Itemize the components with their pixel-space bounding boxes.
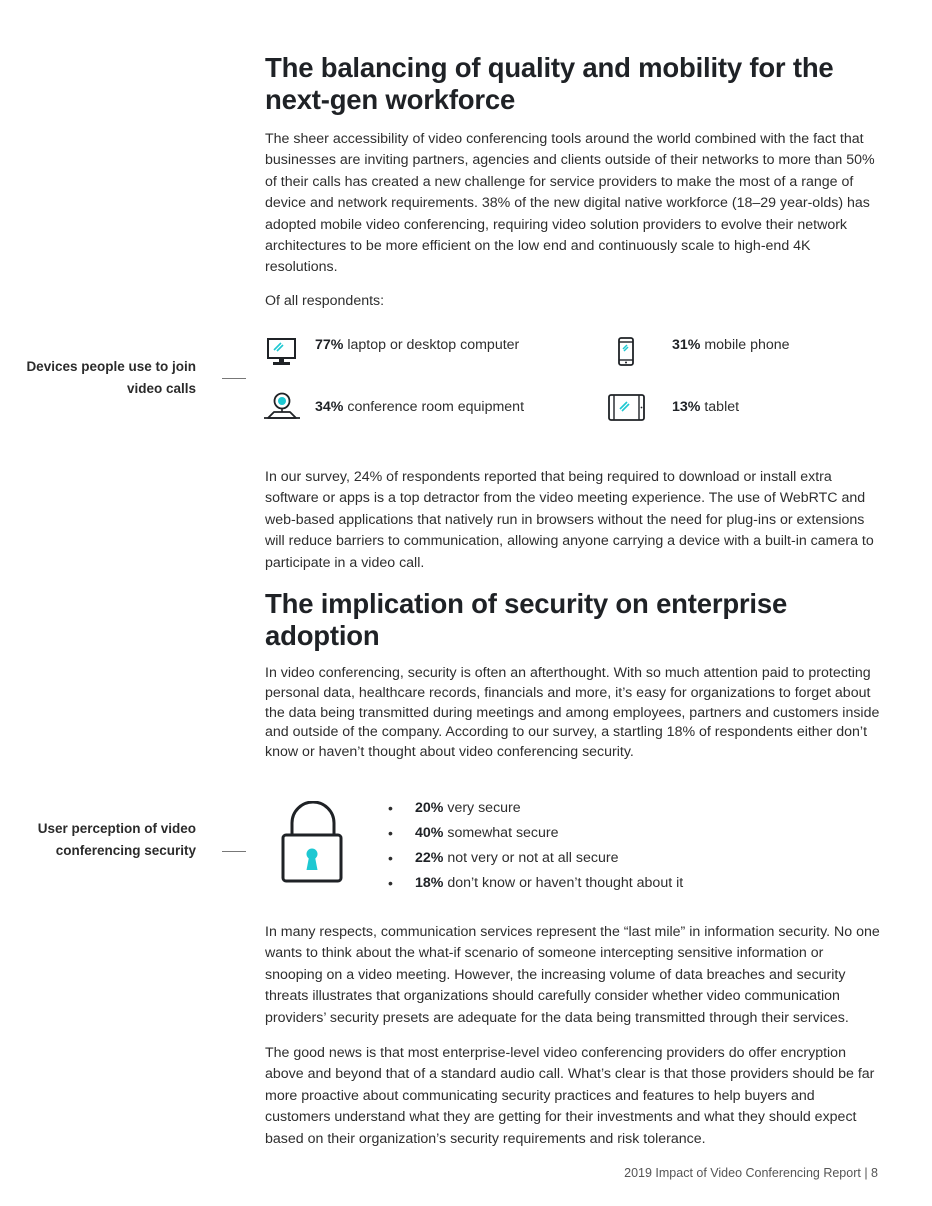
device-stat-percent: 13% <box>672 399 701 415</box>
heading-balancing-quality-mobility: The balancing of quality and mobility for the next-gen workforce <box>265 52 834 115</box>
security-stat-label: somewhat secure <box>443 825 559 841</box>
device-stat-percent: 34% <box>315 399 344 415</box>
security-stat-percent: 20% <box>415 800 444 816</box>
device-stat-label: conference room equipment <box>343 399 525 415</box>
security-stat-label: not very or not at all secure <box>443 850 619 866</box>
paragraph-webrtc: In our survey, 24% of respondents reported that being required to download or install extra software or apps is a top detractor from the video meeting experience. The use of WebRTC and web-based applications that natively run in browsers without the need for plug-ins or extensions will reduce barriers to communication, allowing anyone carrying a device with a built-in camera to participate in a video call. <box>265 469 874 571</box>
device-stat-label: mobile phone <box>700 337 790 353</box>
bullet: • <box>388 800 393 816</box>
security-stat-percent: 18% <box>415 875 444 891</box>
devices-side-rule <box>222 378 246 379</box>
security-stat-label: don’t know or haven’t thought about it <box>443 875 684 891</box>
security-side-label: User perception of video conferencing security <box>37 821 196 858</box>
device-stat-mobile <box>672 335 790 355</box>
security-stat-percent: 22% <box>415 850 444 866</box>
security-side-rule <box>222 851 246 852</box>
list-item <box>388 821 683 846</box>
padlock-icon <box>280 801 346 885</box>
paragraph-accessibility: The sheer accessibility of video conferencing tools around the world combined with the fact that businesses are inviting partners, agencies and clients outside of their networks to more than 50% of their calls has created a new challenge for service providers to make the most of a range of device and network requirements. 38% of the new digital native workforce (18–29 year-olds) has adopted mobile video conferencing, requiring video solution providers to evolve their network architectures to be more efficient on the low end and continuously scale to high-end 4K resolutions. <box>265 131 875 276</box>
last-mile-paragraph-block <box>265 922 880 1029</box>
device-stat-tablet <box>672 397 739 417</box>
mobile-phone-icon <box>617 336 637 368</box>
security-stat-label: very secure <box>443 800 521 816</box>
device-stat-label: laptop or desktop computer <box>343 337 520 353</box>
device-stat-percent: 31% <box>672 337 701 353</box>
device-stat-label: tablet <box>700 399 740 415</box>
webrtc-paragraph-block <box>265 467 880 574</box>
page-footer: 2019 Impact of Video Conferencing Report | 8 <box>624 1166 878 1180</box>
section-balancing <box>265 52 880 116</box>
good-news-paragraph-block <box>265 1043 880 1150</box>
devices-side-label: Devices people use to join video calls <box>26 359 196 396</box>
desktop-computer-icon <box>266 337 298 367</box>
section-security <box>265 588 880 652</box>
security-perception-list <box>388 796 683 896</box>
intro-paragraph-block <box>265 129 880 279</box>
device-stat-conference <box>315 397 524 417</box>
respondents-intro-block <box>265 291 880 312</box>
paragraph-security-afterthought: In video conferencing, security is often an afterthought. With so much attention paid to protecting personal data, healthcare records, financials and more, it’s easy for organizations to forget about the data being transmitted during meetings and among employees, partners and customers inside and outside of the company. According to our survey, a startling 18% of respondents either don’t know or haven’t thought about video conferencing security. <box>265 665 880 761</box>
device-stat-percent: 77% <box>315 337 344 353</box>
list-item <box>388 796 683 821</box>
security-paragraph-block <box>265 664 880 763</box>
security-stat-percent: 40% <box>415 825 444 841</box>
paragraph-good-news: The good news is that most enterprise-level video conferencing providers do offer encryption above and beyond that of a standard audio call. What’s clear is that those providers should be far more proactive about communicating security practices and features to help buyers and customers understand what they are getting for their investments and what they should expect based on their organization’s security requirements and risk tolerance. <box>265 1045 875 1147</box>
tablet-icon <box>607 393 647 423</box>
device-stat-desktop <box>315 335 519 355</box>
paragraph-last-mile: In many respects, communication services represent the “last mile” in information security. No one wants to think about the what-if scenario of someone intercepting sensitive information or snooping on a video meeting. However, the increasing volume of data breaches and security threats illustrates that organizations should carefully consider whether video communication providers’ security presets are adequate for the data being transmitted through their services. <box>265 924 880 1026</box>
bullet: • <box>388 825 393 841</box>
respondents-intro: Of all respondents: <box>265 293 385 309</box>
heading-security-implication: The implication of security on enterprise adoption <box>265 588 788 651</box>
list-item <box>388 846 683 871</box>
conference-camera-icon <box>262 391 302 421</box>
bullet: • <box>388 875 393 891</box>
bullet: • <box>388 850 393 866</box>
list-item <box>388 871 683 896</box>
